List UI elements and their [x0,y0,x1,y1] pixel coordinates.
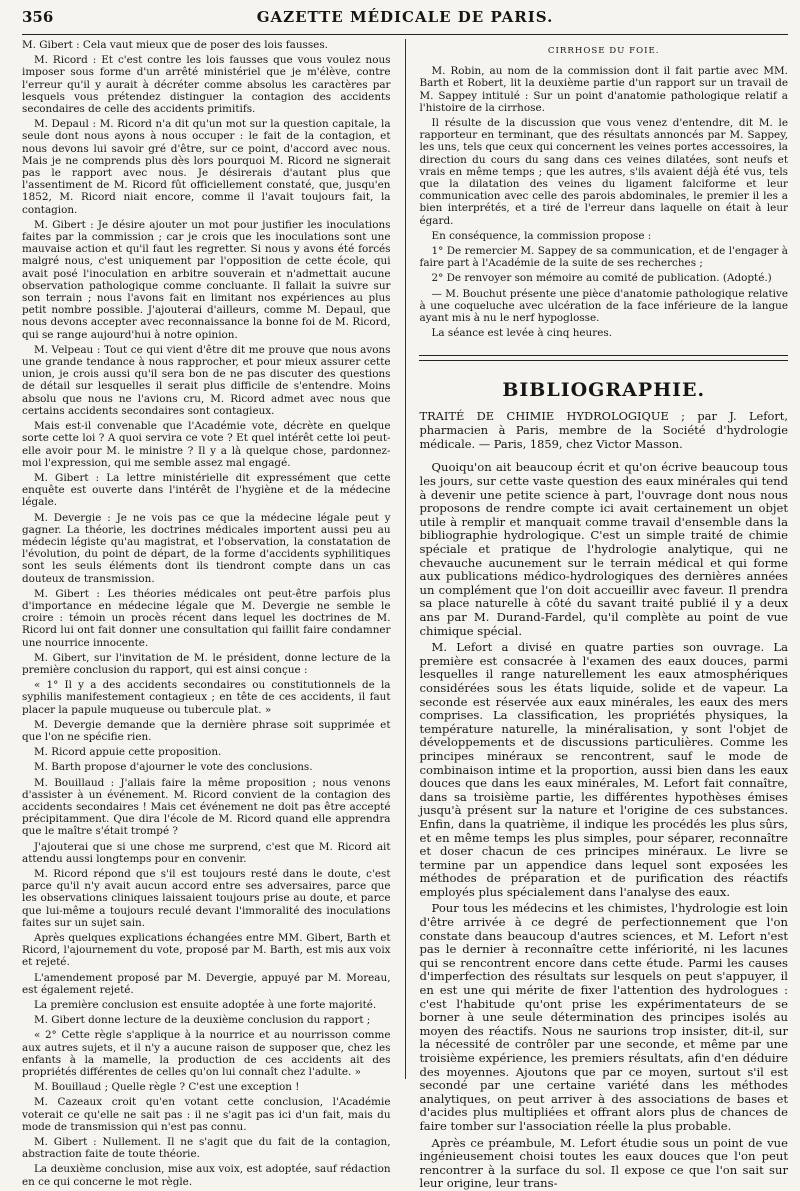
paragraph: Pour tous les médecins et les chimistes, l'hydrologie est loin d'être arrivée à ce degré de perfectionnement que l'on constate dans beaucoup d'autres sciences, et M. Lefort n'est pas le dernier à reconnaître cette infériorité, ni les lacunes qui se rencontrent encore dans cette étude. Parmi les causes d'imperfection des résultats sur lesquels on peut s'appuyer, il en est une qui mérite de fixer l'attention des hydrologues : c'est l'habitude qu'ont prise les expérimentateurs de se borner à une seule détermination des principes isolés au moyen des réactifs. Nous ne saurions trop insister, dit-il, sur la nécessité de contrôler par une seconde, et même par une troisième expérience, les premiers résultats, afin d'en déduire des moyennes. Ajoutons que par ce moyen, surtout s'il est secondé par une certaine variété dans les méthodes analytiques, on peut arriver à des associations de bases et d'acides plus multipliées et offrant alors plus de chances de faire tomber sur l'association réelle la plus probable. [419,901,788,1133]
paragraph: « 2° Cette règle s'applique à la nourrice et au nourrisson comme aux autres sujets, et il n'y a aucune raison de supposer que, chez les enfants à la mamelle, la production de ces accidents ait des propriétés différentes de celles qu'on lui connaît chez l'adulte. » [22,1029,391,1079]
paragraph: 2° De renvoyer son mémoire au comité de publication. (Adopté.) [431,272,772,285]
text-columns [22,39,788,1191]
paragraph: En conséquence, la commission propose : [431,229,652,242]
paragraph: M. Ricord répond que s'il est toujours resté dans le doute, c'est parce qu'il n'y avait aucun accord entre ses adversaires, parce que les observations cliniques laissaient toujours prise au doute, et parce que lui-même a toujours reculé devant l'immoralité des inoculations faites sur un sujet sain. [22,868,391,929]
section-heading-cirrhose: CIRRHOSE DU FOIE. [547,46,660,56]
double-rule [419,355,788,361]
review-body [419,461,788,1190]
paragraph: M. Bouillaud ; Quelle règle ? C'est une exception ! [34,1081,300,1094]
paragraph: Quoiqu'on ait beaucoup écrit et qu'on écrive beaucoup tous les jours, sur cette vaste question des eaux minérales qui tend à devenir une petite science à part, l'ouvrage dont nous nous proposons de rendre compte ici avait certainement un objet utile à remplir et manquait comme travail d'ensemble dans la bibliographie hydrologique. C'est un simple traité de chimie spéciale et pratique de l'hydrologie analytique, qui ne chevauche aucunement sur le terrain médical et qui forme aux publications médico-hydrologiques des dernières années un complément que l'on doit accueillir avec faveur. Il prendra sa place naturelle à côté du savant traité publié il y a deux ans par M. Durand-Fardel, qu'il complète au point de vue chimique spécial. [419,460,788,638]
paragraph: 1° De remercier M. Sappey de sa communication, et de l'engager à faire part à l'Académie de la suite de ses recherches ; [419,245,788,270]
paragraph: « 1° Il y a des accidents secondaires ou constitutionnels de la syphilis manifestement contagieux ; en tête de ces accidents, il faut placer la papule muqueuse ou tubercule plat. » [22,679,391,716]
paragraph: La séance est levée à cinq heures. [431,327,612,340]
paragraph: Il résulte de la discussion que vous venez d'entendre, dit M. le rapporteur en terminant, que des résultats annoncés par M. Sappey, les uns, tels que ceux qui concernent les veines portes accessoires, la direction du cours du sang dans ces veines dilatées, sont neufs et vrais en même temps ; que les autres, s'ils avaient déjà été vus, tels que la dilatation des veines du ligament falciforme et leur communication avec celle des parois abdominales, le premier il les a bien interprétés, et a tiré de l'erreur dans laquelle on était à leur égard. [419,117,788,227]
paragraph: M. Gibert : Les théories médicales ont peut-être parfois plus d'importance en médecine légale que M. Devergie ne semble le croire : témoin un procès récent dans lequel les doctrines de M. Ricord lui ont fait donner une consultation qui faillit faire condamner une nourrice innocente. [22,587,391,649]
paragraph: Après ce préambule, M. Lefort étudie sous un point de vue ingénieusement choisi toutes les eaux douces que l'on peut rencontrer à la surface du sol. Il expose ce que l'on sait sur leur origine, leur trans- [419,1135,788,1191]
bibliographie-title: BIBLIOGRAPHIE. [502,379,706,402]
paragraph: M. Lefort a divisé en quatre parties son ouvrage. La première est consacrée à l'examen des eaux douces, parmi lesquelles il range naturellement les eaux atmosphériques considérées sous les états liquide, solide et de vapeur. La seconde est réservée aux eaux minérales, les eaux des mers comprises. La classification, les propriétés physiques, la température naturelle, la minéralisation, y sont l'objet de développements et de discussions particulières. Comme les principes minéraux se rencontrent, sauf le mode de combinaison intime et la proportion, aussi bien dans les eaux douces que dans les eaux minérales, M. Lefort fait connaître, dans sa troisième partie, les différentes hypothèses émises jusqu'à présent sur la nature et l'origine de ces substances. Enfin, dans la quatrième, il indique les procédés les plus sûrs, et en même temps les plus simples, pour séparer, reconnaître et doser chacun de ces principes minéraux. Le livre se termine par un appendice dans lequel sont exposées les méthodes de préparation et de purification des réactifs employés plus spécialement dans l'analyse des eaux. [419,640,788,899]
paragraph: M. Gibert : Je désire ajouter un mot pour justifier les inoculations faites par la commission ; car je crois que les inoculations sont une mauvaise action et qu'il faut les regretter. Si nous y avons été forcés malgré nous, c'est uniquement par l'opposition de cette école, qui avait posé l'inoculation en arbitre souverain et n'admettait aucune observation pathologique comme concluante. Il fallait la suivre sur son terrain ; nous l'avons fait en limitant nos expériences au plus petit nombre possible. J'ajouterai d'ailleurs, comme M. Depaul, que nous devons accepter avec reconnaissance la bonne foi de M. Ricord, qui se range aujourd'hui à notre opinion. [22,218,391,341]
page-number: 356 [22,8,54,26]
paragraph: M. Bouillaud : J'allais faire la même proposition ; nous venons d'assister à un événement. M. Ricord convient de la contagion des accidents secondaires ! Mais cet événement ne doit pas être accepté précipitamment. Que dira l'école de M. Ricord quand elle apprendra que le maître s'était trompé ? [22,776,391,838]
paragraph: — M. Bouchut présente une pièce d'anatomie pathologique relative à une coqueluche avec ulcération de la face inférieure de la langue ayant mis à nu le nerf hypoglosse. [419,287,788,325]
column-divider [405,39,406,1079]
page-header [22,0,788,35]
paragraph: M. Gibert, sur l'invitation de M. le président, donne lecture de la première conclusion du rapport, qui est ainsi conçue : [22,651,391,676]
paragraph: M. Cazeaux croit qu'en votant cette conclusion, l'Académie voterait ce qu'elle ne sait pas : il ne s'agit pas ici d'un fait, mais du mode de transmission qui n'est pas connu. [22,1096,391,1133]
paragraph: La deuxième conclusion, mise aux voix, est adoptée, sauf rédaction en ce qui concerne le mot règle. [22,1163,391,1188]
paragraph: M. Velpeau : Tout ce qui vient d'être dit me prouve que nous avons une grande tendance à nous rapprocher, et pour mieux assurer cette union, je crois aussi qu'il sera bon de ne pas discuter des questions de détail sur lesquelles il serait plus difficile de s'entendre. Moins absolu que nous ne l'avions cru, M. Ricord admet avec nous que certains accidents secondaires sont contagieux. [22,343,391,417]
right-column [411,39,788,1191]
paragraph: M. Ricord : Et c'est contre les lois fausses que vous voulez nous imposer sous forme d'un arrêté ministériel que je m'élève, contre l'erreur qu'il y aurait à décréter comme absolus les caractères par lesquels vous prétendez distinguer la contagion des accidents secondaires de celle des accidents primitifs. [22,54,391,116]
paragraph: M. Depaul : M. Ricord n'a dit qu'un mot sur la question capitale, la seule dont nous ayons à nous occuper : le fait de la contagion, et nous devons lui savoir gré d'être, sur ce point, d'accord avec nous. Mais je ne comprends plus dès lors pourquoi M. Ricord ne signerait pas le rapport avec nous. Je désirerais d'autant plus que l'assentiment de M. Ricord fût officiellement constaté, que, jusqu'en 1852, M. Ricord niait encore, comme il l'avait toujours fait, la contagion. [22,118,391,216]
paragraph: M. Gibert : Cela vaut mieux que de poser des lois fausses. [22,39,328,51]
journal-title: GAZETTE MÉDICALE DE PARIS. [256,8,554,26]
paragraph: M. Ricord appuie cette proposition. [34,746,222,759]
paragraph: M. Devergie : Je ne vois pas ce que la médecine légale peut y gagner. La théorie, les doctrines médicales importent aussi peu au médecin légiste qu'au magistrat, et l'observation, la constatation de l'évolution, du point de départ, de la forme d'accidents syphilitiques sont les seuls éléments dont ils tiendront compte dans un cas douteux de transmission. [22,511,391,585]
paragraph: Après quelques explications échangées entre MM. Gibert, Barth et Ricord, l'ajournement du vote, proposé par M. Barth, est mis aux voix et rejeté. [22,932,391,969]
book-entry: TRAITÉ DE CHIMIE HYDROLOGIQUE ; par J. Lefort, pharmacien à Paris, membre de la Société d'hydrologie médicale. — Paris, 1859, chez Victor Masson. [419,409,788,452]
left-column [22,39,399,1188]
paragraph: M. Gibert : La lettre ministérielle dit expressément que cette enquête est ouverte dans l'intérêt de l'hygiène et de la médecine légale. [22,471,391,509]
paragraph: M. Barth propose d'ajourner le vote des conclusions. [34,761,313,774]
paragraph: Mais est-il convenable que l'Académie vote, décrète en quelque sorte cette loi ? A quoi servira ce vote ? Et quel intérêt cette loi peut-elle avoir pour M. le ministre ? Il y a là quelque chose, pardonnez-moi l'expression, qui me semble assez mal engagé. [22,420,391,469]
paragraph: M. Gibert donne lecture de la deuxième conclusion du rapport ; [34,1014,371,1027]
paragraph: M. Devergie demande que la dernière phrase soit supprimée et que l'on ne spécifie rien. [22,718,391,743]
paragraph: La première conclusion est ensuite adoptée à une forte majorité. [34,999,377,1012]
paragraph: J'ajouterai que si une chose me surprend, c'est que M. Ricord ait attendu aussi longtemps pour en convenir. [22,840,391,865]
paragraph: M. Robin, au nom de la commission dont il fait partie avec MM. Barth et Robert, lit la deuxième partie d'un rapport sur un travail de M. Sappey intitulé : Sur un point d'anatomie pathologique relatif a l'histoire de la cirrhose. [419,65,788,114]
paragraph: M. Gibert : Nullement. Il ne s'agit que du fait de la contagion, abstraction faite de toute théorie. [22,1136,391,1161]
paragraph: L'amendement proposé par M. Devergie, appuyé par M. Moreau, est également rejeté. [22,971,391,996]
